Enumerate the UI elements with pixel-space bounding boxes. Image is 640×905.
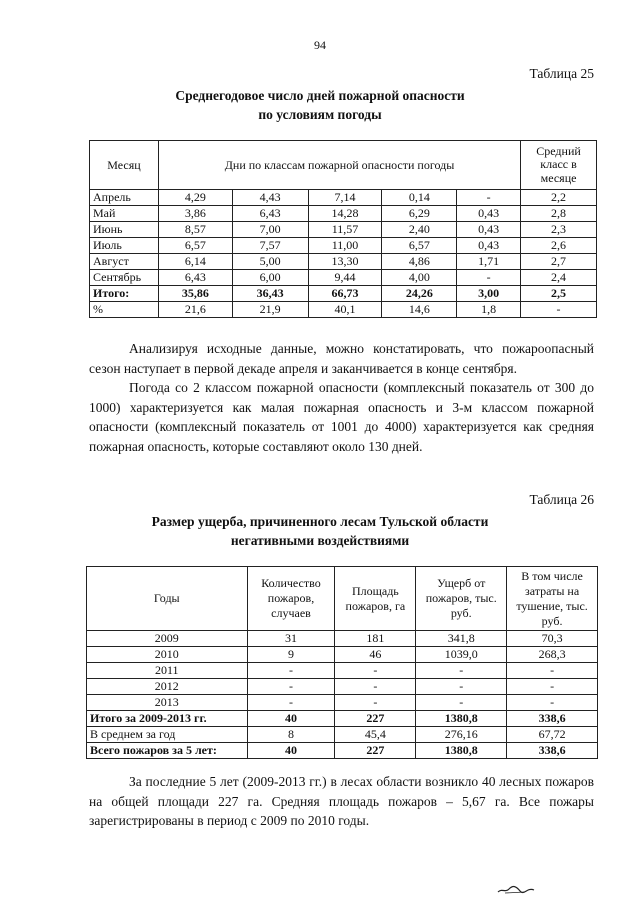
value-cell: 21,9	[232, 302, 308, 318]
area-cell: 45,4	[335, 727, 416, 743]
table-26-title-line1: Размер ущерба, причиненного лесам Тульской области	[151, 514, 489, 529]
value-cell: 7,57	[232, 238, 308, 254]
value-cell: 2,40	[382, 222, 457, 238]
damage-cell: -	[416, 679, 507, 695]
table-26-header-costs: В том числе затраты на тушение, тыс. руб.	[507, 567, 598, 631]
table-row	[87, 647, 598, 663]
table-25-title	[0, 86, 640, 124]
table-26-header-area: Площадь пожаров, га	[335, 567, 416, 631]
value-cell: 6,14	[158, 254, 232, 270]
count-cell: 40	[247, 711, 335, 727]
year-cell: 2012	[87, 679, 248, 695]
table-26-header-row	[87, 567, 598, 631]
table-25-header-row	[90, 141, 597, 190]
value-cell: 21,6	[158, 302, 232, 318]
value-cell: 6,00	[232, 270, 308, 286]
value-cell: 7,00	[232, 222, 308, 238]
costs-cell: -	[507, 679, 598, 695]
signature-mark	[497, 883, 535, 895]
table-26-label: Таблица 26	[529, 492, 594, 507]
year-cell: Итого за 2009-2013 гг.	[87, 711, 248, 727]
year-cell: 2013	[87, 695, 248, 711]
count-cell: 31	[247, 631, 335, 647]
area-cell: 181	[335, 631, 416, 647]
table-26-header-years: Годы	[87, 567, 248, 631]
month-cell: %	[90, 302, 159, 318]
value-cell: 14,28	[308, 206, 382, 222]
count-cell: 40	[247, 743, 335, 759]
table-row	[90, 190, 597, 206]
table-26-header-count: Количество пожаров, случаев	[247, 567, 335, 631]
body-text-2	[89, 772, 594, 831]
table-row	[87, 679, 598, 695]
table-25-header-days: Дни по классам пожарной опасности погоды	[158, 141, 520, 190]
table-26-title-line2: негативными воздействиями	[230, 533, 410, 548]
damage-cell: 1380,8	[416, 711, 507, 727]
area-cell: -	[335, 695, 416, 711]
avg-cell: -	[521, 302, 597, 318]
table-total-row	[87, 711, 598, 727]
table-row	[90, 238, 597, 254]
damage-cell: 1380,8	[416, 743, 507, 759]
area-cell: -	[335, 663, 416, 679]
count-cell: -	[247, 679, 335, 695]
table-row	[87, 663, 598, 679]
value-cell: 6,43	[158, 270, 232, 286]
value-cell: 6,29	[382, 206, 457, 222]
value-cell: -	[457, 270, 521, 286]
area-cell: -	[335, 679, 416, 695]
value-cell: 1,71	[457, 254, 521, 270]
avg-cell: 2,6	[521, 238, 597, 254]
table-25-title-line2: по условиям погоды	[258, 107, 382, 122]
paragraph-2: Погода со 2 классом пожарной опасности (комплексный показатель от 300 до 1000) характеризуется как малая пожарная опасность и 3-м классом пожарной опасности (комплексный показатель от 1001 до 4000) характеризуется как средняя пожарная опасность, которые составляют около 130 дней.	[89, 380, 594, 454]
value-cell: 11,00	[308, 238, 382, 254]
table-row	[90, 222, 597, 238]
value-cell: 3,86	[158, 206, 232, 222]
costs-cell: 338,6	[507, 711, 598, 727]
value-cell: 14,6	[382, 302, 457, 318]
count-cell: -	[247, 695, 335, 711]
table-total-row	[90, 286, 597, 302]
avg-cell: 2,8	[521, 206, 597, 222]
area-cell: 227	[335, 743, 416, 759]
paragraph-3: За последние 5 лет (2009-2013 гг.) в лесах области возникло 40 лесных пожаров на общей площади 227 га. Средняя площадь пожаров – 5,67 га. Все пожары зарегистрированы в период с 2009 по 2010 годы.	[89, 774, 594, 828]
damage-cell: 276,16	[416, 727, 507, 743]
value-cell: -	[457, 190, 521, 206]
month-cell: Июнь	[90, 222, 159, 238]
value-cell: 0,14	[382, 190, 457, 206]
value-cell: 35,86	[158, 286, 232, 302]
avg-cell: 2,7	[521, 254, 597, 270]
costs-cell: 338,6	[507, 743, 598, 759]
value-cell: 0,43	[457, 222, 521, 238]
paragraph-1: Анализируя исходные данные, можно констатировать, что пожароопасный сезон наступает в первой декаде апреля и заканчивается в конце сентября.	[89, 341, 594, 376]
value-cell: 3,00	[457, 286, 521, 302]
value-cell: 8,57	[158, 222, 232, 238]
month-cell: Июль	[90, 238, 159, 254]
table-26-header-damage: Ущерб от пожаров, тыс. руб.	[416, 567, 507, 631]
area-cell: 46	[335, 647, 416, 663]
avg-cell: 2,2	[521, 190, 597, 206]
month-cell: Апрель	[90, 190, 159, 206]
damage-cell: 341,8	[416, 631, 507, 647]
table-row	[90, 206, 597, 222]
table-25-header-avg: Средний класс в месяце	[521, 141, 597, 190]
table-row	[87, 695, 598, 711]
avg-cell: 2,4	[521, 270, 597, 286]
value-cell: 36,43	[232, 286, 308, 302]
table-row	[90, 254, 597, 270]
value-cell: 6,57	[158, 238, 232, 254]
table-25-title-line1: Среднегодовое число дней пожарной опасности	[175, 88, 465, 103]
value-cell: 6,43	[232, 206, 308, 222]
year-cell: Всего пожаров за 5 лет:	[87, 743, 248, 759]
damage-cell: -	[416, 695, 507, 711]
table-row	[87, 631, 598, 647]
table-25	[89, 140, 597, 318]
value-cell: 11,57	[308, 222, 382, 238]
value-cell: 0,43	[457, 206, 521, 222]
body-text-1	[89, 339, 594, 456]
avg-cell: 2,5	[521, 286, 597, 302]
value-cell: 24,26	[382, 286, 457, 302]
avg-cell: 2,3	[521, 222, 597, 238]
value-cell: 4,00	[382, 270, 457, 286]
count-cell: -	[247, 663, 335, 679]
count-cell: 9	[247, 647, 335, 663]
year-cell: 2010	[87, 647, 248, 663]
year-cell: В среднем за год	[87, 727, 248, 743]
costs-cell: -	[507, 663, 598, 679]
table-25-label: Таблица 25	[529, 66, 594, 81]
value-cell: 9,44	[308, 270, 382, 286]
value-cell: 0,43	[457, 238, 521, 254]
value-cell: 6,57	[382, 238, 457, 254]
month-cell: Август	[90, 254, 159, 270]
page-number: 94	[314, 38, 326, 52]
table-percent-row	[90, 302, 597, 318]
month-cell: Итого:	[90, 286, 159, 302]
value-cell: 13,30	[308, 254, 382, 270]
value-cell: 4,86	[382, 254, 457, 270]
costs-cell: 67,72	[507, 727, 598, 743]
value-cell: 5,00	[232, 254, 308, 270]
year-cell: 2011	[87, 663, 248, 679]
table-26	[86, 566, 598, 759]
count-cell: 8	[247, 727, 335, 743]
value-cell: 4,29	[158, 190, 232, 206]
value-cell: 7,14	[308, 190, 382, 206]
table-average-row	[87, 727, 598, 743]
damage-cell: -	[416, 663, 507, 679]
area-cell: 227	[335, 711, 416, 727]
month-cell: Сентябрь	[90, 270, 159, 286]
value-cell: 66,73	[308, 286, 382, 302]
value-cell: 4,43	[232, 190, 308, 206]
damage-cell: 1039,0	[416, 647, 507, 663]
costs-cell: -	[507, 695, 598, 711]
table-25-header-month: Месяц	[90, 141, 159, 190]
table-26-title	[0, 512, 640, 550]
year-cell: 2009	[87, 631, 248, 647]
costs-cell: 268,3	[507, 647, 598, 663]
table-grand-total-row	[87, 743, 598, 759]
table-row	[90, 270, 597, 286]
value-cell: 1,8	[457, 302, 521, 318]
value-cell: 40,1	[308, 302, 382, 318]
costs-cell: 70,3	[507, 631, 598, 647]
month-cell: Май	[90, 206, 159, 222]
